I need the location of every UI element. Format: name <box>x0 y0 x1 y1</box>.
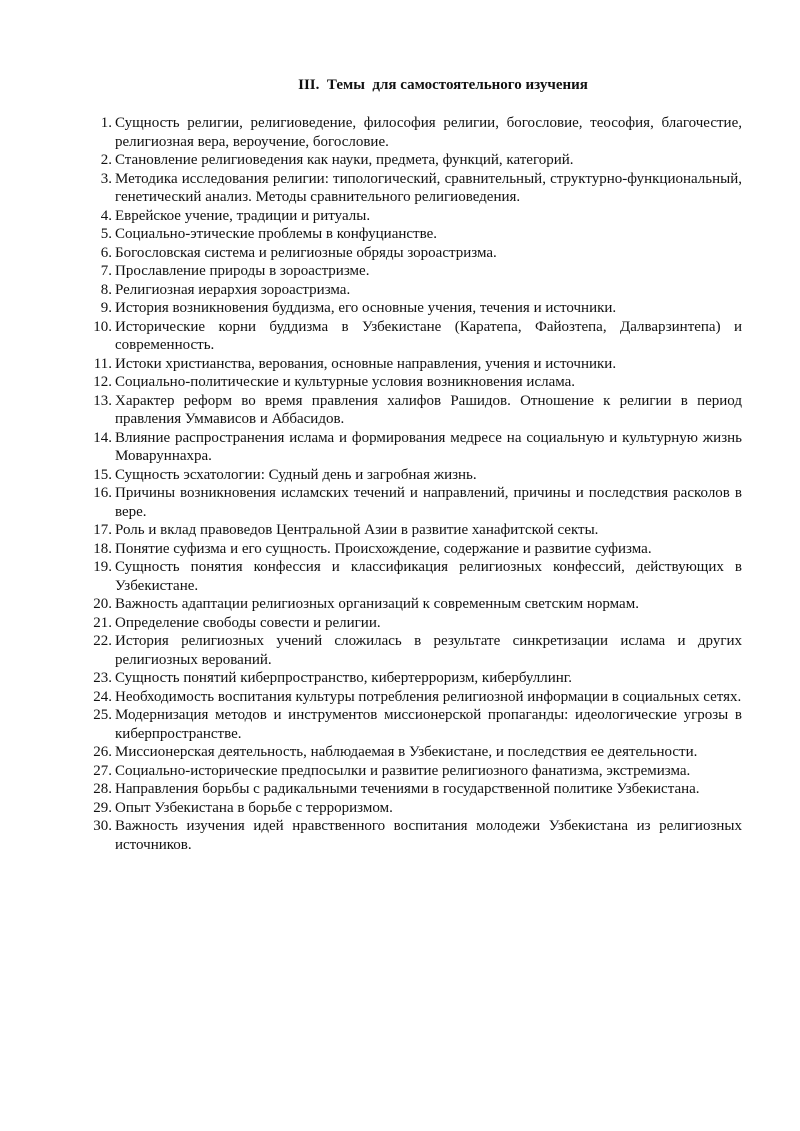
list-item-number: 8. <box>100 281 112 298</box>
list-item-number: 6. <box>100 244 112 261</box>
list-item-text: Религиозная иерархия зороастризма. <box>115 281 351 298</box>
list-item <box>84 225 742 244</box>
list-item <box>84 669 742 688</box>
list-item-number: 18. <box>93 540 112 557</box>
page-title: III. Темы для самостоятельного изучения <box>298 77 588 93</box>
list-item <box>84 521 742 540</box>
list-item <box>84 632 742 669</box>
list-item <box>84 799 742 818</box>
list-item-number: 28. <box>93 781 112 797</box>
list-item-number: 1. <box>100 115 112 131</box>
list-item <box>84 688 742 707</box>
list-item <box>84 817 742 854</box>
list-item-number: 13. <box>93 392 112 409</box>
list-item-number: 5. <box>100 226 112 242</box>
list-item-number: 9. <box>100 300 112 316</box>
list-item-number: 20. <box>93 596 112 612</box>
list-item-text: Роль и вклад правоведов Центральной Азии в развитие ханафитской секты. <box>115 522 599 538</box>
list-item-number: 14. <box>93 429 112 446</box>
list-item-text: Социально-этические проблемы в конфуцианстве. <box>115 226 438 242</box>
list-item-number: 4. <box>100 207 112 224</box>
list-item-text: Еврейское учение, традиции и ритуалы. <box>115 207 371 224</box>
list-item-number: 25. <box>93 707 112 723</box>
list-item <box>84 318 742 355</box>
list-item-number: 24. <box>93 688 112 705</box>
list-item-number: 21. <box>93 614 112 631</box>
list-item-text: Миссионерская деятельность, наблюдаемая в Узбекистане, и последствия ее деятельности. <box>115 744 698 760</box>
list-item <box>84 151 742 170</box>
list-item <box>84 558 742 595</box>
list-item <box>84 466 742 485</box>
list-item <box>84 355 742 374</box>
list-item-text: Методика исследования религии: типологический, сравнительный, структурно-функциональный, генетический анализ. Методы сравнительного религиоведения. <box>115 170 742 205</box>
list-item-text: Опыт Узбекистана в борьбе с терроризмом. <box>115 799 393 816</box>
list-item <box>84 743 742 762</box>
list-item-number: 10. <box>93 318 112 335</box>
list-item-text: Богословская система и религиозные обряды зороастризма. <box>115 244 497 261</box>
list-item <box>84 373 742 392</box>
topic-list <box>84 114 742 854</box>
list-item-number: 12. <box>93 374 112 390</box>
list-item-text: Истоки христианства, верования, основные направления, учения и источники. <box>115 355 617 372</box>
list-item <box>84 429 742 466</box>
list-item-text: Причины возникновения исламских течений и направлений, причины и последствия расколов в вере. <box>115 485 742 520</box>
list-item <box>84 484 742 521</box>
list-item-text: Необходимость воспитания культуры потребления религиозной информации в социальных сетях. <box>115 688 742 705</box>
list-item <box>84 281 742 300</box>
list-item-text: Важность адаптации религиозных организаций к современным светским нормам. <box>115 596 639 612</box>
list-item-text: Понятие суфизма и его сущность. Происхождение, содержание и развитие суфизма. <box>115 540 652 557</box>
list-item-number: 15. <box>93 466 112 483</box>
list-item-number: 3. <box>100 170 112 187</box>
list-item-text: Характер реформ во время правления халифов Рашидов. Отношение к религии в период правления Уммависов и Аббасидов. <box>115 392 742 427</box>
list-item <box>84 170 742 207</box>
list-item-text: История возникновения буддизма, его основные учения, течения и источники. <box>115 300 617 316</box>
list-item-number: 19. <box>93 559 112 575</box>
list-item-text: Исторические корни буддизма в Узбекистане (Каратепа, Файозтепа, Далварзинтепа) и современность. <box>115 318 742 353</box>
list-item <box>84 706 742 743</box>
list-item-text: Сущность понятия конфессия и классификация религиозных конфессий, действующих в Узбекистане. <box>115 559 742 594</box>
list-item-text: История религиозных учений сложилась в результате синкретизации ислама и других религиозных верований. <box>115 633 742 668</box>
list-item <box>84 780 742 799</box>
list-item <box>84 392 742 429</box>
list-item-number: 27. <box>93 762 112 779</box>
list-item-text: Важность изучения идей нравственного воспитания молодежи Узбекистана из религиозных источников. <box>115 818 742 853</box>
list-item-text: Социально-исторические предпосылки и развитие религиозного фанатизма, экстремизма. <box>115 762 691 779</box>
list-item-number: 30. <box>93 818 112 834</box>
list-item-number: 26. <box>93 744 112 760</box>
list-item-number: 16. <box>93 485 112 501</box>
list-item-text: Становление религиоведения как науки, предмета, функций, категорий. <box>115 152 574 168</box>
list-item-number: 17. <box>93 522 112 538</box>
list-item-number: 23. <box>93 670 112 686</box>
list-item-number: 7. <box>100 263 112 279</box>
list-item <box>84 299 742 318</box>
list-item-text: Социально-политические и культурные условия возникновения ислама. <box>115 374 576 390</box>
list-item-text: Сущность религии, религиоведение, философия религии, богословие, теософия, благочестие, религиозная вера, вероучение, богословие. <box>115 115 742 150</box>
list-item-text: Определение свободы совести и религии. <box>115 614 381 631</box>
list-item-text: Влияние распространения ислама и формирования медресе на социальную и культурную жизнь Моваруннахра. <box>115 429 742 464</box>
list-item <box>84 614 742 633</box>
list-item <box>84 262 742 281</box>
list-item-text: Направления борьбы с радикальными течениями в государственной политике Узбекистана. <box>115 781 700 797</box>
list-item-number: 11. <box>93 355 112 372</box>
list-item-text: Сущность эсхатологии: Судный день и загробная жизнь. <box>115 466 477 483</box>
list-item <box>84 540 742 559</box>
list-item-text: Прославление природы в зороастризме. <box>115 263 370 279</box>
list-item <box>84 595 742 614</box>
list-item-text: Модернизация методов и инструментов миссионерской пропаганды: идеологические угрозы в киберпространстве. <box>115 707 742 742</box>
list-item-number: 29. <box>93 799 112 816</box>
list-item <box>84 762 742 781</box>
list-item-text: Сущность понятий киберпространство, кибертерроризм, кибербуллинг. <box>115 670 572 686</box>
list-item <box>84 244 742 263</box>
list-item-number: 22. <box>93 633 112 649</box>
list-item <box>84 207 742 226</box>
list-item-number: 2. <box>100 152 112 168</box>
list-item <box>84 114 742 151</box>
